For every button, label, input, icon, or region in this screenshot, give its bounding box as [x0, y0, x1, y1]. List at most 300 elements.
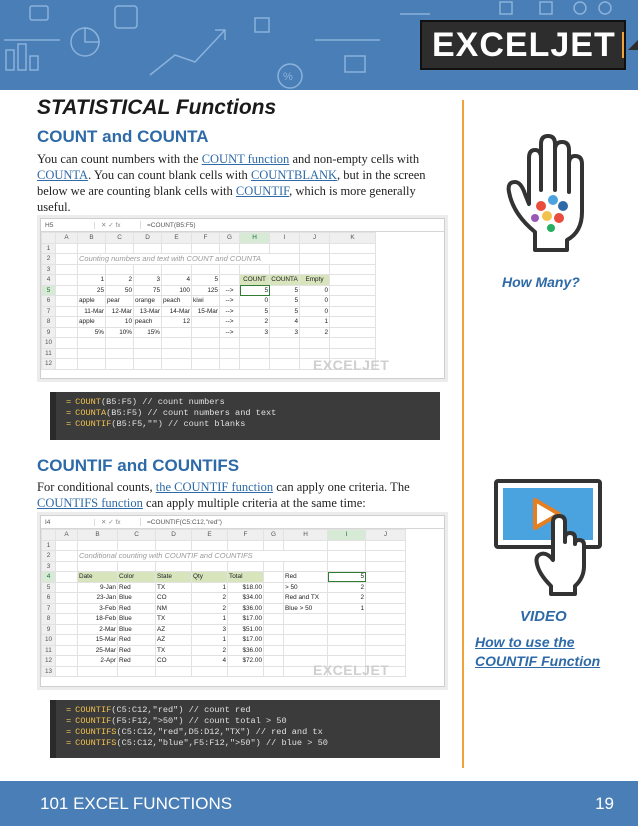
grid-cell: [366, 572, 406, 583]
grid-cell: 25-Mar: [78, 645, 118, 656]
grid-cell: orange: [134, 296, 162, 307]
grid-cell: 75: [134, 285, 162, 296]
grid-cell: $18.00: [228, 582, 264, 593]
code-args: (C5:C12,"blue",F5:F12,">50") // blue > 50: [116, 738, 328, 748]
grid-cell: [56, 243, 78, 254]
grid-cell: $34.00: [228, 593, 264, 604]
row-header: 9: [42, 327, 56, 338]
grid-cell: [192, 243, 220, 254]
grid-cell: [264, 666, 284, 677]
countblank-link[interactable]: COUNTBLANK: [250, 168, 338, 182]
how-many-caption: How Many?: [502, 274, 580, 290]
row-header: 1: [42, 540, 56, 551]
summary-label: Red and TX: [284, 593, 328, 604]
grid-cell: [192, 338, 220, 349]
grid-cell: CO: [156, 593, 192, 604]
grid-cell: [56, 561, 78, 572]
grid-cell: [264, 645, 284, 656]
grid-cell: [56, 359, 78, 370]
row-header: 12: [42, 656, 56, 667]
grid-cell: 100: [162, 285, 192, 296]
grid-cell: 5: [240, 306, 270, 317]
grid-cell: [366, 582, 406, 593]
code-line: [66, 419, 430, 430]
summary-value: 1: [328, 603, 366, 614]
corner-cell: [42, 233, 56, 244]
grid-cell: [56, 582, 78, 593]
grid-cell: 3: [134, 275, 162, 286]
formula-controls-icon: ✕ ✓ fx: [95, 221, 141, 229]
grid-cell: [56, 254, 78, 265]
grid-cell: [300, 254, 330, 265]
grid-cell: [192, 264, 220, 275]
code-equals: =: [66, 705, 72, 715]
table-row: [42, 285, 376, 296]
sheet-note: Counting numbers and text with COUNT and COUNTA: [78, 254, 300, 265]
grid-cell: [264, 582, 284, 593]
formula-text: =COUNTIF(C5:C12,"red"): [147, 518, 222, 526]
code-args: (B5:F5) // count numbers and text: [106, 408, 277, 418]
grid-cell: [106, 264, 134, 275]
grid-cell: [328, 645, 366, 656]
code-equals: =: [66, 397, 72, 407]
summary-value: 5: [328, 572, 366, 583]
grid-cell: Total: [228, 572, 264, 583]
grid-cell: -->: [220, 296, 240, 307]
grid-cell: $17.00: [228, 635, 264, 646]
grid-cell: 11-Mar: [78, 306, 106, 317]
grid-cell: -->: [220, 306, 240, 317]
grid-cell: [284, 614, 328, 625]
grid-cell: [56, 603, 78, 614]
section-paragraph-count: You can count numbers with the COUNT function and non-empty cells with COUNTA. You can count blank cells with COUNTBLANK, but in the screen below we are counting blank cells with COUNTIF, which is more generally useful.: [37, 152, 426, 214]
grid-cell: [330, 338, 376, 349]
grid-cell: Blue: [118, 614, 156, 625]
svg-text:%: %: [283, 71, 293, 83]
code-line: [66, 716, 430, 727]
countif-link[interactable]: COUNTIF: [235, 184, 290, 198]
grid-cell: Color: [118, 572, 156, 583]
logo-mark-icon: [622, 32, 624, 58]
grid-cell: [220, 275, 240, 286]
row-header: 7: [42, 603, 56, 614]
column-header: H: [284, 530, 328, 541]
row-header: 10: [42, 338, 56, 349]
grid-cell: 4: [270, 317, 300, 328]
grid-cell: [78, 666, 118, 677]
grid-cell: [366, 540, 406, 551]
logo-text: EXCELJET: [432, 25, 616, 64]
row-header: 12: [42, 359, 56, 370]
grid-cell: [78, 540, 118, 551]
grid-cell: [56, 614, 78, 625]
grid-cell: [264, 540, 284, 551]
grid-cell: [328, 551, 366, 562]
spreadsheet-screenshot-1: [37, 215, 448, 382]
code-equals: =: [66, 716, 72, 726]
code-equals: =: [66, 738, 72, 748]
code-args: (C5:C12,"red",D5:D12,"TX") // red and tx: [116, 727, 323, 737]
grid-cell: 14-Mar: [162, 306, 192, 317]
grid-cell: 5: [270, 285, 300, 296]
column-divider: [462, 100, 464, 768]
grid-cell: [106, 348, 134, 359]
table-row: [42, 540, 406, 551]
grid-cell: AZ: [156, 624, 192, 635]
grid-cell: [192, 317, 220, 328]
name-box: H5: [45, 222, 95, 229]
grid-cell: [162, 359, 192, 370]
grid-cell: [284, 624, 328, 635]
row-header: 6: [42, 593, 56, 604]
grid-cell: [162, 243, 192, 254]
code-function: COUNT: [75, 397, 101, 407]
code-line: [66, 705, 430, 716]
grid-cell: Red: [118, 582, 156, 593]
grid-cell: [284, 635, 328, 646]
column-header: I: [328, 530, 366, 541]
grid-cell: 1: [192, 614, 228, 625]
video-link-line-2[interactable]: COUNTIF Function: [475, 653, 601, 669]
row-header: 4: [42, 572, 56, 583]
grid-cell: peach: [134, 317, 162, 328]
code-args: (F5:F12,">50") // count total > 50: [111, 716, 287, 726]
column-header: A: [56, 530, 78, 541]
grid-cell: $36.00: [228, 603, 264, 614]
grid-cell: [264, 614, 284, 625]
grid-cell: 5: [192, 275, 220, 286]
grid-cell: [270, 338, 300, 349]
row-header: 6: [42, 296, 56, 307]
grid-cell: [264, 572, 284, 583]
grid-cell: Red: [118, 645, 156, 656]
formula-bar: [41, 219, 444, 232]
video-caption: VIDEO: [520, 608, 567, 625]
grid-cell: [330, 317, 376, 328]
grid-cell: kiwi: [192, 296, 220, 307]
column-header: C: [106, 233, 134, 244]
code-line: [66, 727, 430, 738]
grid-cell: 18-Feb: [78, 614, 118, 625]
grid-cell: [264, 635, 284, 646]
grid-cell: [56, 540, 78, 551]
grid-cell: [56, 348, 78, 359]
grid-cell: [56, 306, 78, 317]
table-row: [42, 572, 406, 583]
column-header: F: [228, 530, 264, 541]
grid-cell: $36.00: [228, 645, 264, 656]
code-block-count: [50, 392, 440, 440]
grid-cell: 0: [240, 296, 270, 307]
grid-cell: 2: [106, 275, 134, 286]
code-block-countif: [50, 700, 440, 758]
grid-cell: [264, 624, 284, 635]
row-header: 11: [42, 348, 56, 359]
summary-label: Red: [284, 572, 328, 583]
column-header: G: [220, 233, 240, 244]
grid-cell: [56, 551, 78, 562]
grid-cell: [240, 348, 270, 359]
grid-cell: [328, 614, 366, 625]
grid-cell: Red: [118, 656, 156, 667]
grid-cell: [284, 540, 328, 551]
column-header: C: [118, 530, 156, 541]
grid-cell: CO: [156, 656, 192, 667]
grid-cell: 2-Mar: [78, 624, 118, 635]
grid-cell: [162, 348, 192, 359]
table-row: [42, 264, 376, 275]
formula-bar: [41, 516, 444, 529]
grid-cell: 5: [270, 306, 300, 317]
grid-cell: [366, 614, 406, 625]
counta-link[interactable]: COUNTA: [37, 168, 89, 182]
row-header: 4: [42, 275, 56, 286]
grid-cell: 10%: [106, 327, 134, 338]
summary-label: > 50: [284, 582, 328, 593]
grid-cell: 1: [192, 635, 228, 646]
grid-cell: [220, 243, 240, 254]
code-args: (B5:F5,"") // count blanks: [111, 419, 246, 429]
grid-cell: apple: [78, 317, 106, 328]
grid-cell: [118, 540, 156, 551]
grid-cell: [300, 338, 330, 349]
grid-cell: $17.00: [228, 614, 264, 625]
grid-cell: [106, 359, 134, 370]
name-box: I4: [45, 519, 95, 526]
code-function: COUNTIFS: [75, 727, 117, 737]
count-function-link[interactable]: COUNT function: [201, 152, 290, 166]
grid-cell: AZ: [156, 635, 192, 646]
row-header: 8: [42, 614, 56, 625]
column-header: D: [134, 233, 162, 244]
grid-cell: 5: [240, 285, 270, 296]
grid-cell: 4: [192, 656, 228, 667]
sheet-note: Conditional counting with COUNTIF and COUNTIFS: [78, 551, 328, 562]
grid-cell: [366, 645, 406, 656]
grid-cell: 1: [78, 275, 106, 286]
grid-cell: 25: [78, 285, 106, 296]
grid-cell: 10: [106, 317, 134, 328]
grid-cell: [264, 593, 284, 604]
grid-cell: [220, 338, 240, 349]
code-equals: =: [66, 727, 72, 737]
column-header: K: [330, 233, 376, 244]
grid-cell: 50: [106, 285, 134, 296]
grid-cell: 9-Jan: [78, 582, 118, 593]
spreadsheet-screenshot-2: [37, 512, 448, 690]
grid-cell: 23-Jan: [78, 593, 118, 604]
column-header: E: [192, 530, 228, 541]
grid-cell: [106, 338, 134, 349]
column-header: G: [264, 530, 284, 541]
grid-cell: [366, 624, 406, 635]
grid-cell: [162, 338, 192, 349]
page-footer: [0, 781, 638, 826]
grid-cell: apple: [78, 296, 106, 307]
grid-cell: [228, 666, 264, 677]
row-header: 10: [42, 635, 56, 646]
grid-cell: [328, 624, 366, 635]
code-line: [66, 408, 430, 419]
row-header: 9: [42, 624, 56, 635]
sheet1-grid: [41, 232, 376, 370]
grid-cell: [270, 264, 300, 275]
grid-cell: [270, 348, 300, 359]
grid-cell: [56, 275, 78, 286]
grid-cell: [56, 327, 78, 338]
grid-cell: [284, 561, 328, 572]
grid-cell: 1: [192, 582, 228, 593]
grid-cell: -->: [220, 327, 240, 338]
grid-cell: [328, 635, 366, 646]
grid-cell: [134, 348, 162, 359]
column-header: F: [192, 233, 220, 244]
countifs-function-link[interactable]: COUNTIFS function: [37, 496, 143, 510]
column-header: A: [56, 233, 78, 244]
grid-cell: 3: [240, 327, 270, 338]
formula-controls-icon: ✕ ✓ fx: [95, 518, 141, 526]
page-number: 19: [595, 793, 614, 813]
code-function: COUNTIF: [75, 716, 112, 726]
grid-cell: [106, 243, 134, 254]
grid-cell: [330, 264, 376, 275]
row-header: 1: [42, 243, 56, 254]
grid-cell: State: [156, 572, 192, 583]
grid-cell: Red: [118, 603, 156, 614]
grid-cell: [366, 561, 406, 572]
grid-cell: [220, 348, 240, 359]
video-link-line-1[interactable]: How to use the: [475, 634, 575, 650]
grid-cell: Empty: [300, 275, 330, 286]
grid-cell: 2: [300, 327, 330, 338]
table-row: [42, 275, 376, 286]
table-row: [42, 593, 406, 604]
footer-book-title: 101 EXCEL FUNCTIONS: [40, 793, 233, 813]
table-row: [42, 603, 406, 614]
grid-cell: -->: [220, 285, 240, 296]
grid-cell: [118, 561, 156, 572]
grid-cell: 4: [162, 275, 192, 286]
grid-cell: $72.00: [228, 656, 264, 667]
grid-cell: [300, 264, 330, 275]
code-args: (C5:C12,"red") // count red: [111, 705, 251, 715]
grid-cell: [328, 561, 366, 572]
grid-cell: [56, 645, 78, 656]
row-header: 11: [42, 645, 56, 656]
table-row: [42, 582, 406, 593]
sheet1-watermark: EXCELJET: [313, 357, 390, 373]
grid-cell: pear: [106, 296, 134, 307]
grid-cell: [240, 359, 270, 370]
code-function: COUNTIF: [75, 705, 112, 715]
table-row: [42, 296, 376, 307]
row-header: 8: [42, 317, 56, 328]
grid-cell: 3: [270, 327, 300, 338]
grid-cell: [156, 540, 192, 551]
row-header: 2: [42, 254, 56, 265]
column-header: E: [162, 233, 192, 244]
column-header: J: [366, 530, 406, 541]
grid-cell: [118, 666, 156, 677]
exceljet-logo[interactable]: [420, 20, 626, 70]
code-equals: =: [66, 408, 72, 418]
grid-cell: [56, 285, 78, 296]
grid-cell: [192, 348, 220, 359]
grid-cell: [366, 603, 406, 614]
code-line: [66, 397, 430, 408]
grid-cell: 3: [192, 624, 228, 635]
grid-cell: [56, 317, 78, 328]
grid-cell: 0: [300, 306, 330, 317]
column-header: B: [78, 530, 118, 541]
table-row: [42, 561, 406, 572]
grid-cell: [240, 243, 270, 254]
grid-cell: [134, 338, 162, 349]
grid-cell: [134, 243, 162, 254]
row-header: 3: [42, 264, 56, 275]
grid-cell: [330, 296, 376, 307]
grid-cell: [78, 264, 106, 275]
grid-cell: [78, 561, 118, 572]
sheet2-watermark: EXCELJET: [313, 662, 390, 678]
code-function: COUNTA: [75, 408, 107, 418]
section-paragraph-countif: For conditional counts, the COUNTIF function can apply one criteria. The COUNTIFS function can apply multiple criteria at the same time:: [37, 480, 410, 510]
grid-cell: Blue: [118, 593, 156, 604]
grid-cell: [192, 327, 220, 338]
grid-cell: [78, 338, 106, 349]
grid-cell: [192, 561, 228, 572]
table-row: [42, 645, 406, 656]
grid-cell: 1: [300, 317, 330, 328]
grid-cell: $51.00: [228, 624, 264, 635]
grid-cell: [228, 540, 264, 551]
grid-cell: 2-Apr: [78, 656, 118, 667]
grid-cell: [300, 243, 330, 254]
grid-cell: [56, 666, 78, 677]
grid-cell: -->: [220, 317, 240, 328]
grid-cell: 2: [240, 317, 270, 328]
grid-cell: [264, 603, 284, 614]
row-header: 7: [42, 306, 56, 317]
grid-cell: [270, 359, 300, 370]
grid-cell: [134, 264, 162, 275]
grid-cell: 12-Mar: [106, 306, 134, 317]
column-header: J: [300, 233, 330, 244]
grid-cell: [78, 348, 106, 359]
section-heading-countif: COUNTIF and COUNTIFS: [37, 456, 240, 475]
grid-cell: [270, 243, 300, 254]
grid-cell: 2: [192, 603, 228, 614]
grid-cell: [366, 635, 406, 646]
table-row: [42, 614, 406, 625]
table-row: [42, 551, 406, 562]
summary-value: 2: [328, 593, 366, 604]
grid-cell: NM: [156, 603, 192, 614]
table-row: [42, 327, 376, 338]
code-line: [66, 738, 430, 749]
grid-cell: 3-Feb: [78, 603, 118, 614]
corner-cell: [42, 530, 56, 541]
grid-cell: 5%: [78, 327, 106, 338]
page-title: STATISTICAL Functions: [37, 96, 277, 119]
grid-cell: 125: [192, 285, 220, 296]
video-play-icon[interactable]: [493, 478, 603, 598]
grid-cell: Blue: [118, 624, 156, 635]
table-row: [42, 254, 376, 265]
grid-cell: 2: [192, 593, 228, 604]
countif-function-link[interactable]: the COUNTIF function: [155, 480, 274, 494]
grid-cell: 2: [192, 645, 228, 656]
